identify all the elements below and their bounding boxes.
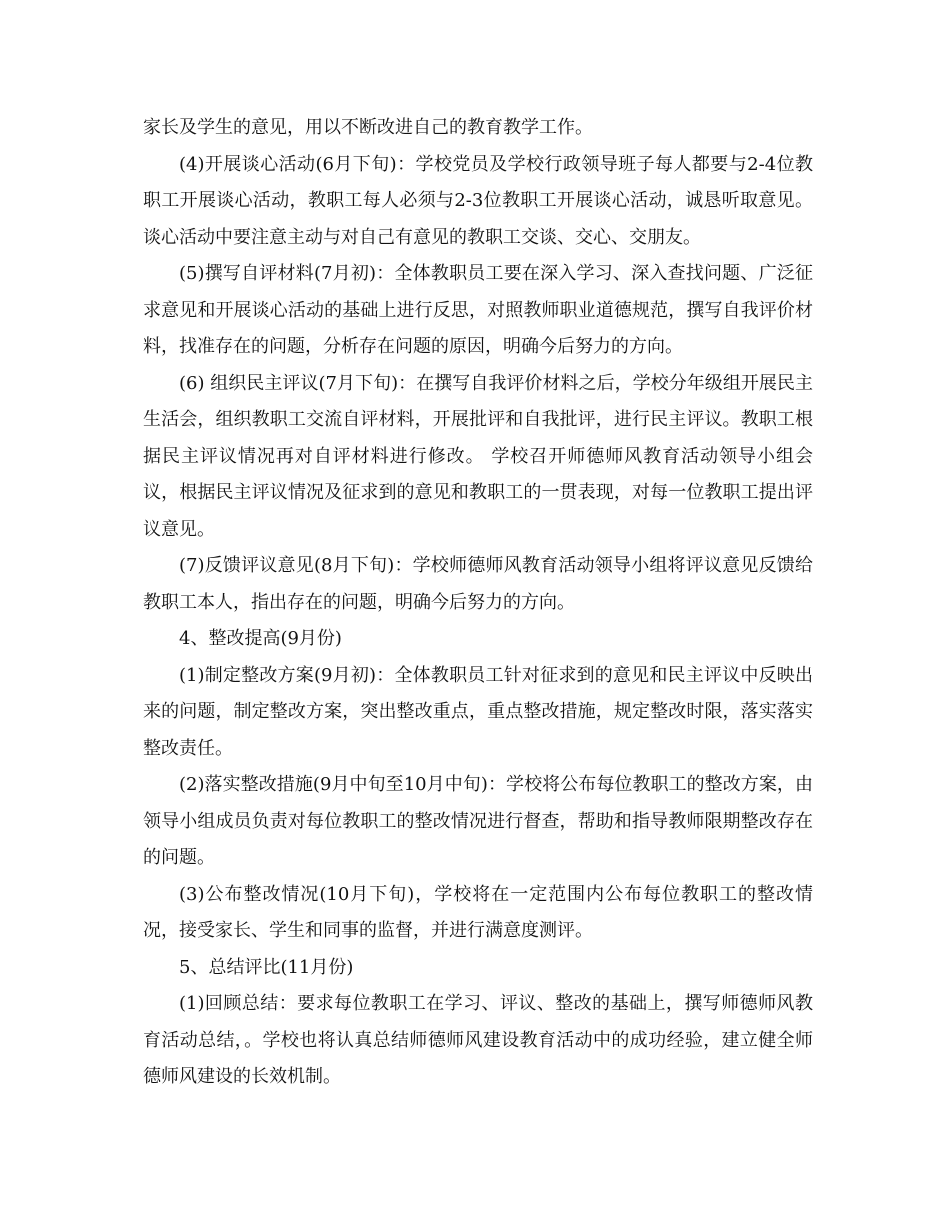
document-body xyxy=(143,110,813,1096)
paragraph-8: (3)公布整改情况(10月下旬)，学校将在一定范围内公布每位教职工的整改情况，接受家长、学生和同事的监督，并进行满意度测评。 xyxy=(143,883,813,941)
paragraph-9: (1)回顾总结：要求每位教职工在学习、评议、整改的基础上，撰写师德师风教育活动总结，。学校也将认真总结师德师风建设教育活动中的成功经验，建立健全师德师风建设的长效机制。 xyxy=(143,993,813,1087)
paragraph-2: (4)开展谈心活动(6月下旬)：学校党员及学校行政领导班子每人都要与2-4位教职工开展谈心活动，教职工每人必须与2-3位教职工开展谈心活动，诚恳听取意见。谈心活动中要注意主动与对自己有意见的教职工交谈、交心、交朋友。 xyxy=(143,153,813,248)
section-heading-4: 4、整改提高(9月份) xyxy=(179,628,342,649)
paragraph-1: 家长及学生的意见，用以不断改进自己的教育教学工作。 xyxy=(143,117,593,138)
paragraph-4: (6) 组织民主评议(7月下旬)：在撰写自我评价材料之后，学校分年级组开展民主生活会，组织教职工交流自评材料，开展批评和自我批评，进行民主评议。教职工根 据民主评议情况再对自评材料进行修改。 学校召开师德师风教育活动领导小组会议，根据民主评议情况及征求到的意见和教职工的一贯表现，对每一位教职工提出评议意见。 xyxy=(143,372,813,540)
paragraph-6: (1)制定整改方案(9月初)：全体教职员工针对征求到的意见和民主评议中反映出来的问题，制定整改方案，突出整改重点，重点整改措施，规定整改时限，落实落实整改责任。 xyxy=(143,664,813,759)
section-heading-5: 5、总结评比(11月份) xyxy=(179,956,354,978)
paragraph-5: (7)反馈评议意见(8月下旬)：学校师德师风教育活动领导小组将评议意见反馈给教职工本人，指出存在的问题，明确今后努力的方向。 xyxy=(143,555,813,613)
paragraph-7: (2)落实整改措施(9月中旬至10月中旬)：学校将公布每位教职工的整改方案，由领导小组成员负责对每位教职工的整改情况进行督查，帮助和指导教师限期整改存在的问题。 xyxy=(143,774,813,868)
paragraph-3: (5)撰写自评材料(7月初)：全体教职员工要在深入学习、深入查找问题、广泛征求意见和开展谈心活动的基础上进行反思，对照教师职业道德规范，撰写自我评价材料，找准存在的问题，分析存在问题的原因，明确今后努力的方向。 xyxy=(143,263,813,357)
